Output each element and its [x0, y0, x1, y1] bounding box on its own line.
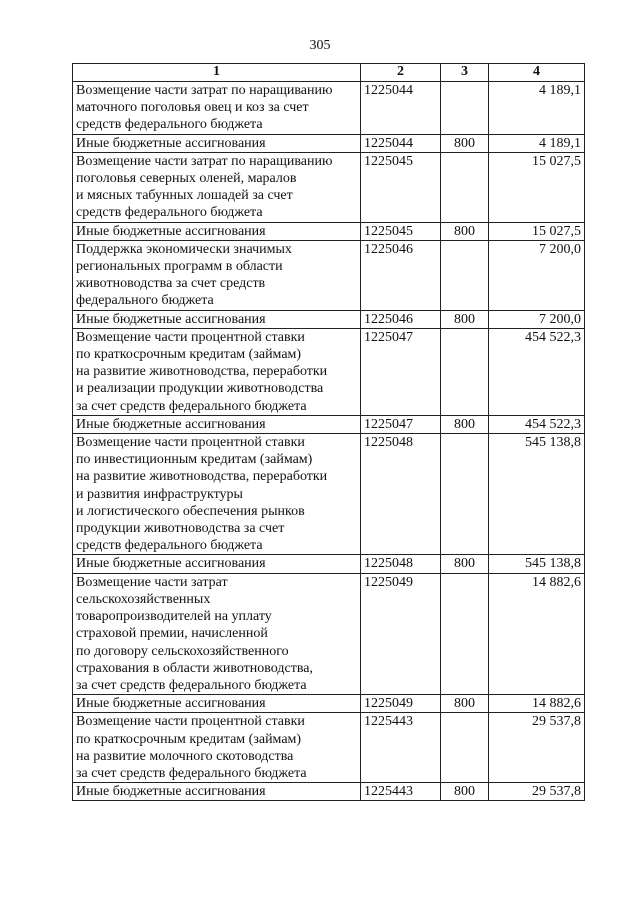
table-row [73, 573, 585, 694]
table-row [73, 240, 585, 310]
cell-type: 800 [441, 415, 489, 433]
cell-amount: 545 138,8 [489, 434, 585, 555]
cell-amount: 4 189,1 [489, 134, 585, 152]
cell-type [441, 713, 489, 783]
cell-type [441, 82, 489, 135]
cell-amount: 7 200,0 [489, 240, 585, 310]
table-row [73, 328, 585, 415]
cell-amount: 14 882,6 [489, 695, 585, 713]
cell-code: 1225046 [361, 240, 441, 310]
cell-code: 1225045 [361, 222, 441, 240]
cell-type: 800 [441, 222, 489, 240]
cell-amount: 29 537,8 [489, 713, 585, 783]
column-header-type: 3 [441, 64, 489, 82]
page-number: 305 [309, 38, 331, 53]
cell-name: Иные бюджетные ассигнования [73, 783, 361, 801]
cell-code: 1225044 [361, 82, 441, 135]
table-row [73, 695, 585, 713]
table-row [73, 434, 585, 555]
cell-name: Возмещение части процентной ставки по краткосрочным кредитам (займам) на развитие животноводства, переработки и реализации продукции животноводства за счет средств федерального бюджета [73, 328, 361, 415]
cell-amount: 545 138,8 [489, 555, 585, 573]
table-row [73, 134, 585, 152]
cell-code: 1225048 [361, 434, 441, 555]
cell-amount: 7 200,0 [489, 310, 585, 328]
cell-amount: 15 027,5 [489, 222, 585, 240]
cell-code: 1225044 [361, 134, 441, 152]
table-body [73, 82, 585, 801]
cell-code: 1225049 [361, 573, 441, 694]
cell-amount: 14 882,6 [489, 573, 585, 694]
cell-name: Иные бюджетные ассигнования [73, 555, 361, 573]
table-row [73, 783, 585, 801]
cell-type: 800 [441, 310, 489, 328]
cell-type: 800 [441, 134, 489, 152]
cell-amount: 454 522,3 [489, 328, 585, 415]
cell-type [441, 152, 489, 222]
column-header-amount: 4 [489, 64, 585, 82]
cell-type [441, 328, 489, 415]
cell-type: 800 [441, 555, 489, 573]
cell-code: 1225047 [361, 415, 441, 433]
cell-type [441, 573, 489, 694]
cell-amount: 4 189,1 [489, 82, 585, 135]
cell-type: 800 [441, 783, 489, 801]
cell-type: 800 [441, 695, 489, 713]
cell-name: Возмещение части затрат по наращиванию поголовья северных оленей, маралов и мясных табунных лошадей за счет средств федерального бюджета [73, 152, 361, 222]
cell-amount: 15 027,5 [489, 152, 585, 222]
cell-name: Иные бюджетные ассигнования [73, 415, 361, 433]
cell-name: Возмещение части процентной ставки по инвестиционным кредитам (займам) на развитие животноводства, переработки и развития инфраструктуры и логистического обеспечения рынков продукции животноводства за счет средств федерального бюджета [73, 434, 361, 555]
cell-type [441, 240, 489, 310]
cell-name: Иные бюджетные ассигнования [73, 695, 361, 713]
table-row [73, 82, 585, 135]
cell-name: Иные бюджетные ассигнования [73, 222, 361, 240]
table-row [73, 415, 585, 433]
cell-type [441, 434, 489, 555]
cell-code: 1225045 [361, 152, 441, 222]
table-row [73, 713, 585, 783]
cell-amount: 29 537,8 [489, 783, 585, 801]
cell-code: 1225048 [361, 555, 441, 573]
cell-name: Возмещение части затрат сельскохозяйственных товаропроизводителей на уплату страховой премии, начисленной по договору сельскохозяйственного страхования в области животноводства, за счет средств федерального бюджета [73, 573, 361, 694]
cell-name: Возмещение части процентной ставки по краткосрочным кредитам (займам) на развитие молочного скотоводства за счет средств федерального бюджета [73, 713, 361, 783]
cell-code: 1225046 [361, 310, 441, 328]
column-header-name: 1 [73, 64, 361, 82]
cell-name: Иные бюджетные ассигнования [73, 310, 361, 328]
table-row [73, 310, 585, 328]
cell-name: Возмещение части затрат по наращиванию маточного поголовья овец и коз за счет средств федерального бюджета [73, 82, 361, 135]
cell-name: Иные бюджетные ассигнования [73, 134, 361, 152]
cell-code: 1225443 [361, 713, 441, 783]
cell-code: 1225047 [361, 328, 441, 415]
cell-code: 1225443 [361, 783, 441, 801]
cell-name: Поддержка экономически значимых региональных программ в области животноводства за счет средств федерального бюджета [73, 240, 361, 310]
cell-code: 1225049 [361, 695, 441, 713]
column-header-code: 2 [361, 64, 441, 82]
cell-amount: 454 522,3 [489, 415, 585, 433]
table-row [73, 222, 585, 240]
table-header-row [73, 64, 585, 82]
budget-table [72, 63, 585, 801]
table-row [73, 555, 585, 573]
table-row [73, 152, 585, 222]
